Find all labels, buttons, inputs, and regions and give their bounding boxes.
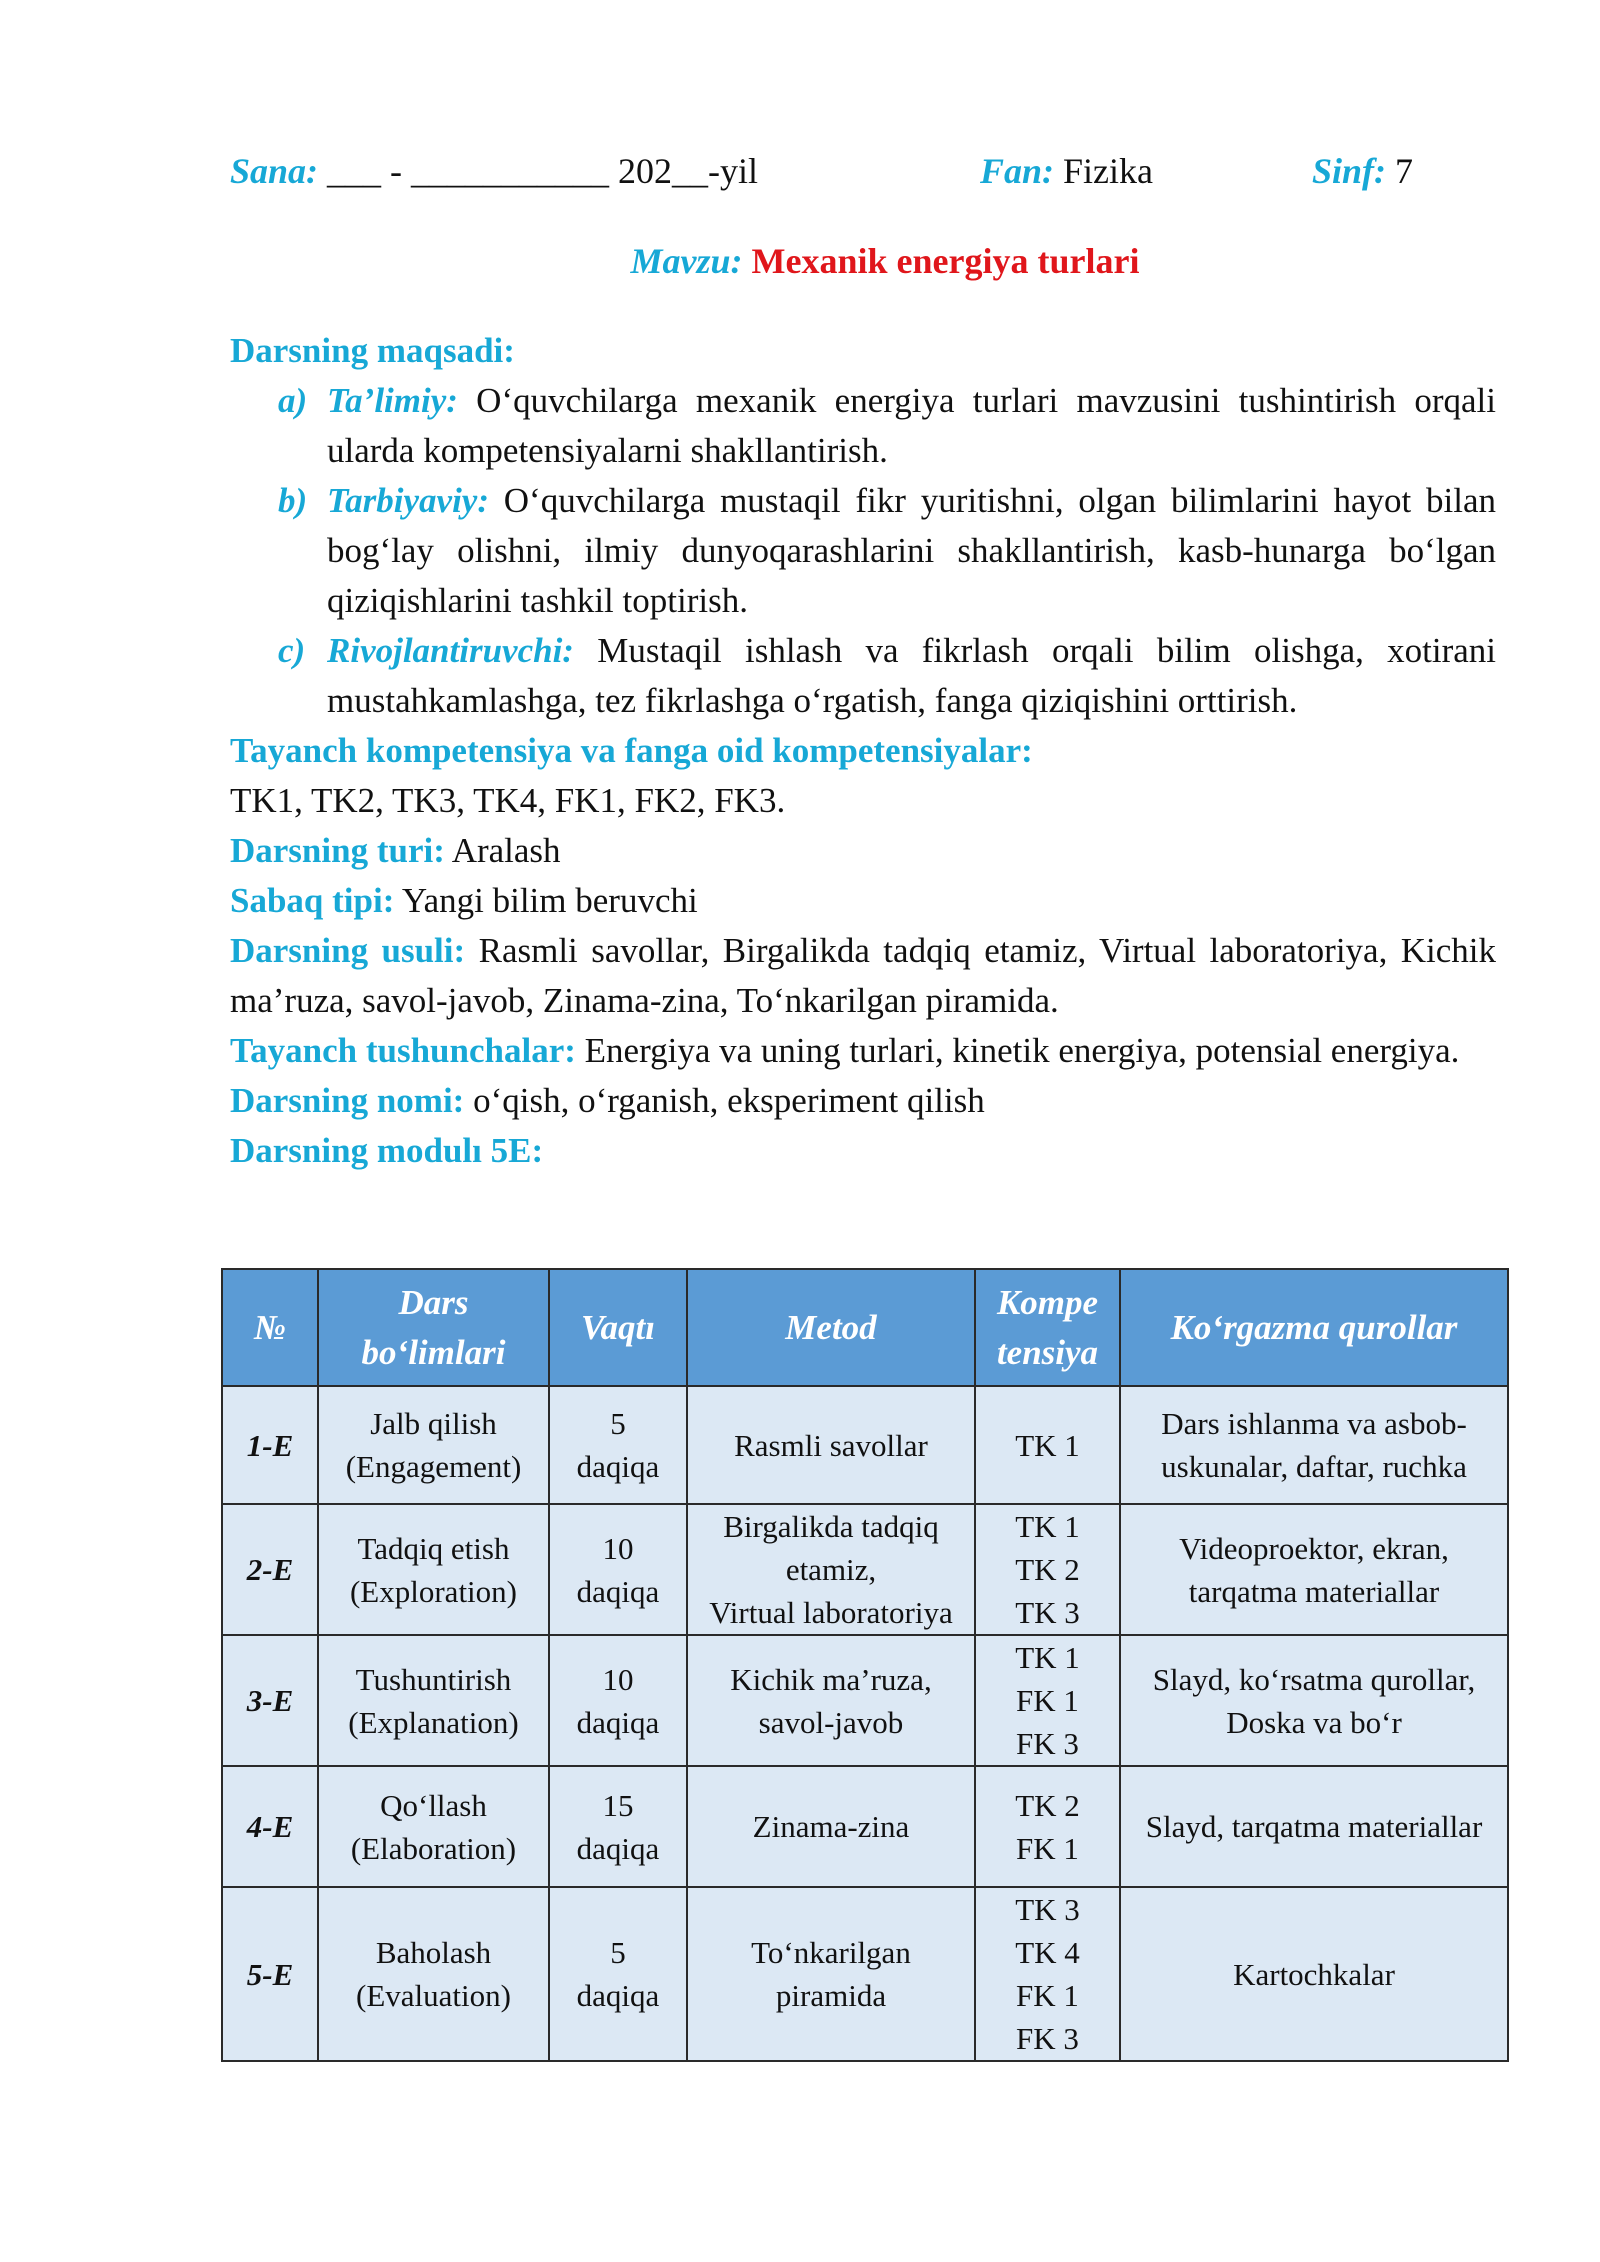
key-concepts-value: Energiya va uning turlari, kinetik energiya, potensial energiya.: [584, 1031, 1460, 1070]
aim-label: Ta’limiy:: [327, 381, 458, 420]
row-number: 1-E: [222, 1386, 318, 1504]
aim-label: Tarbiyaviy:: [327, 481, 489, 520]
lesson-type-label: Darsning turi:: [230, 831, 445, 870]
date-label: Sana:: [230, 151, 319, 191]
date-value: ___ - ___________ 202__-yil: [327, 151, 759, 191]
row-section: Baholash (Evaluation): [318, 1887, 549, 2061]
row-section: Tadqiq etish (Exploration): [318, 1504, 549, 1635]
row-competency: TK 3 TK 4 FK 1 FK 3: [975, 1887, 1120, 2061]
aim-letter: b): [278, 481, 308, 520]
aim-text: O‘quvchilarga mustaqil fikr yuritishni, olgan bilimlarini hayot bilan bog‘lay olishni, ilmiy dunyoqarashlarini shakllantirish, kasb-hunarga bo‘lgan qiziqishlarini tashkil toptirish.: [327, 481, 1496, 620]
aim-item: [230, 476, 1496, 626]
row-section: Tushuntirish (Explanation): [318, 1635, 549, 1766]
row-number: 3-E: [222, 1635, 318, 1766]
row-time: 5 daqiqa: [549, 1887, 687, 2061]
lesson-module-table: [221, 1268, 1509, 2062]
row-section: Qo‘llash (Elaboration): [318, 1766, 549, 1887]
row-tools: Kartochkalar: [1120, 1887, 1508, 2061]
table-row: [222, 1887, 1508, 2061]
header-sections: Dars bo‘limlari: [318, 1269, 549, 1386]
row-time: 10 daqiqa: [549, 1635, 687, 1766]
header-competency: Kompe tensiya: [975, 1269, 1120, 1386]
key-concepts-label: Tayanch tushunchalar:: [230, 1031, 576, 1070]
row-competency: TK 2 FK 1: [975, 1766, 1120, 1887]
row-time: 10 daqiqa: [549, 1504, 687, 1635]
header-method: Metod: [687, 1269, 975, 1386]
row-time: 15 daqiqa: [549, 1766, 687, 1887]
table-header-row: [222, 1269, 1508, 1386]
row-number: 4-E: [222, 1766, 318, 1887]
table-row: [222, 1386, 1508, 1504]
row-tools: Slayd, tarqatma materiallar: [1120, 1766, 1508, 1887]
row-method: Zinama-zina: [687, 1766, 975, 1887]
subject-value: Fizika: [1063, 151, 1154, 191]
header-tools: Ko‘rgazma qurollar: [1120, 1269, 1508, 1386]
lesson-type-line: [230, 826, 1496, 876]
table-row: [222, 1635, 1508, 1766]
aim-letter: c): [278, 631, 306, 670]
topic-line: [0, 240, 1600, 282]
aim-item: [230, 626, 1496, 726]
table-row: [222, 1504, 1508, 1635]
header-row: [230, 150, 1520, 200]
topic-title: Mexanik energiya turlari: [751, 241, 1140, 281]
class-type-value: Yangi bilim beruvchi: [401, 881, 698, 920]
key-concepts-line: [230, 1026, 1496, 1076]
header-time: Vaqtı: [549, 1269, 687, 1386]
lesson-name-label: Darsning nomi:: [230, 1081, 465, 1120]
row-time: 5 daqiqa: [549, 1386, 687, 1504]
row-tools: Videoproektor, ekran, tarqatma materiallar: [1120, 1504, 1508, 1635]
subject-field: [980, 150, 1153, 192]
row-competency: TK 1 TK 2 TK 3: [975, 1504, 1120, 1635]
date-field: [230, 150, 758, 192]
row-competency: TK 1 FK 1 FK 3: [975, 1635, 1120, 1766]
aim-text: Mustaqil ishlash va fikrlash orqali bilim olishga, xotirani mustahkamlashga, tez fikrlashga o‘rgatish, fanga qiziqishini orttirish.: [327, 631, 1497, 720]
aim-text: O‘quvchilarga mexanik energiya turlari mavzusini tushintirish orqali ularda kompetensiyalarni shakllantirish.: [327, 381, 1497, 470]
aim-label: Rivojlantiruvchi:: [327, 631, 574, 670]
row-method: Rasmli savollar: [687, 1386, 975, 1504]
grade-value: 7: [1395, 151, 1414, 191]
module-heading: Darsning modulı 5E:: [230, 1131, 544, 1170]
row-method: Birgalikda tadqiq etamiz, Virtual laboratoriya: [687, 1504, 975, 1635]
row-tools: Dars ishlanma va asbob- uskunalar, daftar, ruchka: [1120, 1386, 1508, 1504]
row-method: To‘nkarilgan piramida: [687, 1887, 975, 2061]
competencies-label: Tayanch kompetensiya va fanga oid kompetensiyalar:: [230, 731, 1033, 770]
row-number: 5-E: [222, 1887, 318, 2061]
topic-label: Mavzu:: [630, 241, 743, 281]
row-tools: Slayd, ko‘rsatma qurollar, Doska va bo‘r: [1120, 1635, 1508, 1766]
methods-label: Darsning usuli:: [230, 931, 466, 970]
aims-heading: Darsning maqsadi:: [230, 331, 515, 370]
lesson-body: [230, 326, 1496, 1176]
methods-line: [230, 926, 1496, 1026]
aim-letter: a): [278, 381, 308, 420]
grade-field: [1312, 150, 1413, 192]
table-row: [222, 1766, 1508, 1887]
class-type-line: [230, 876, 1496, 926]
row-method: Kichik ma’ruza, savol-javob: [687, 1635, 975, 1766]
class-type-label: Sabaq tipi:: [230, 881, 395, 920]
grade-label: Sinf:: [1312, 151, 1387, 191]
subject-label: Fan:: [980, 151, 1055, 191]
methods-value: Rasmli savollar, Birgalikda tadqiq etamiz, Virtual laboratoriya, Kichik ma’ruza, savol-javob, Zinama-zina, To‘nkarilgan piramida.: [230, 931, 1497, 1020]
competencies-value: TK1, TK2, TK3, TK4, FK1, FK2, FK3.: [230, 781, 786, 820]
header-num: №: [222, 1269, 318, 1386]
row-section: Jalb qilish (Engagement): [318, 1386, 549, 1504]
row-competency: TK 1: [975, 1386, 1120, 1504]
lesson-name-value: o‘qish, o‘rganish, eksperiment qilish: [473, 1081, 985, 1120]
lesson-name-line: [230, 1076, 1496, 1126]
lesson-type-value: Aralash: [451, 831, 561, 870]
aim-item: [230, 376, 1496, 476]
row-number: 2-E: [222, 1504, 318, 1635]
